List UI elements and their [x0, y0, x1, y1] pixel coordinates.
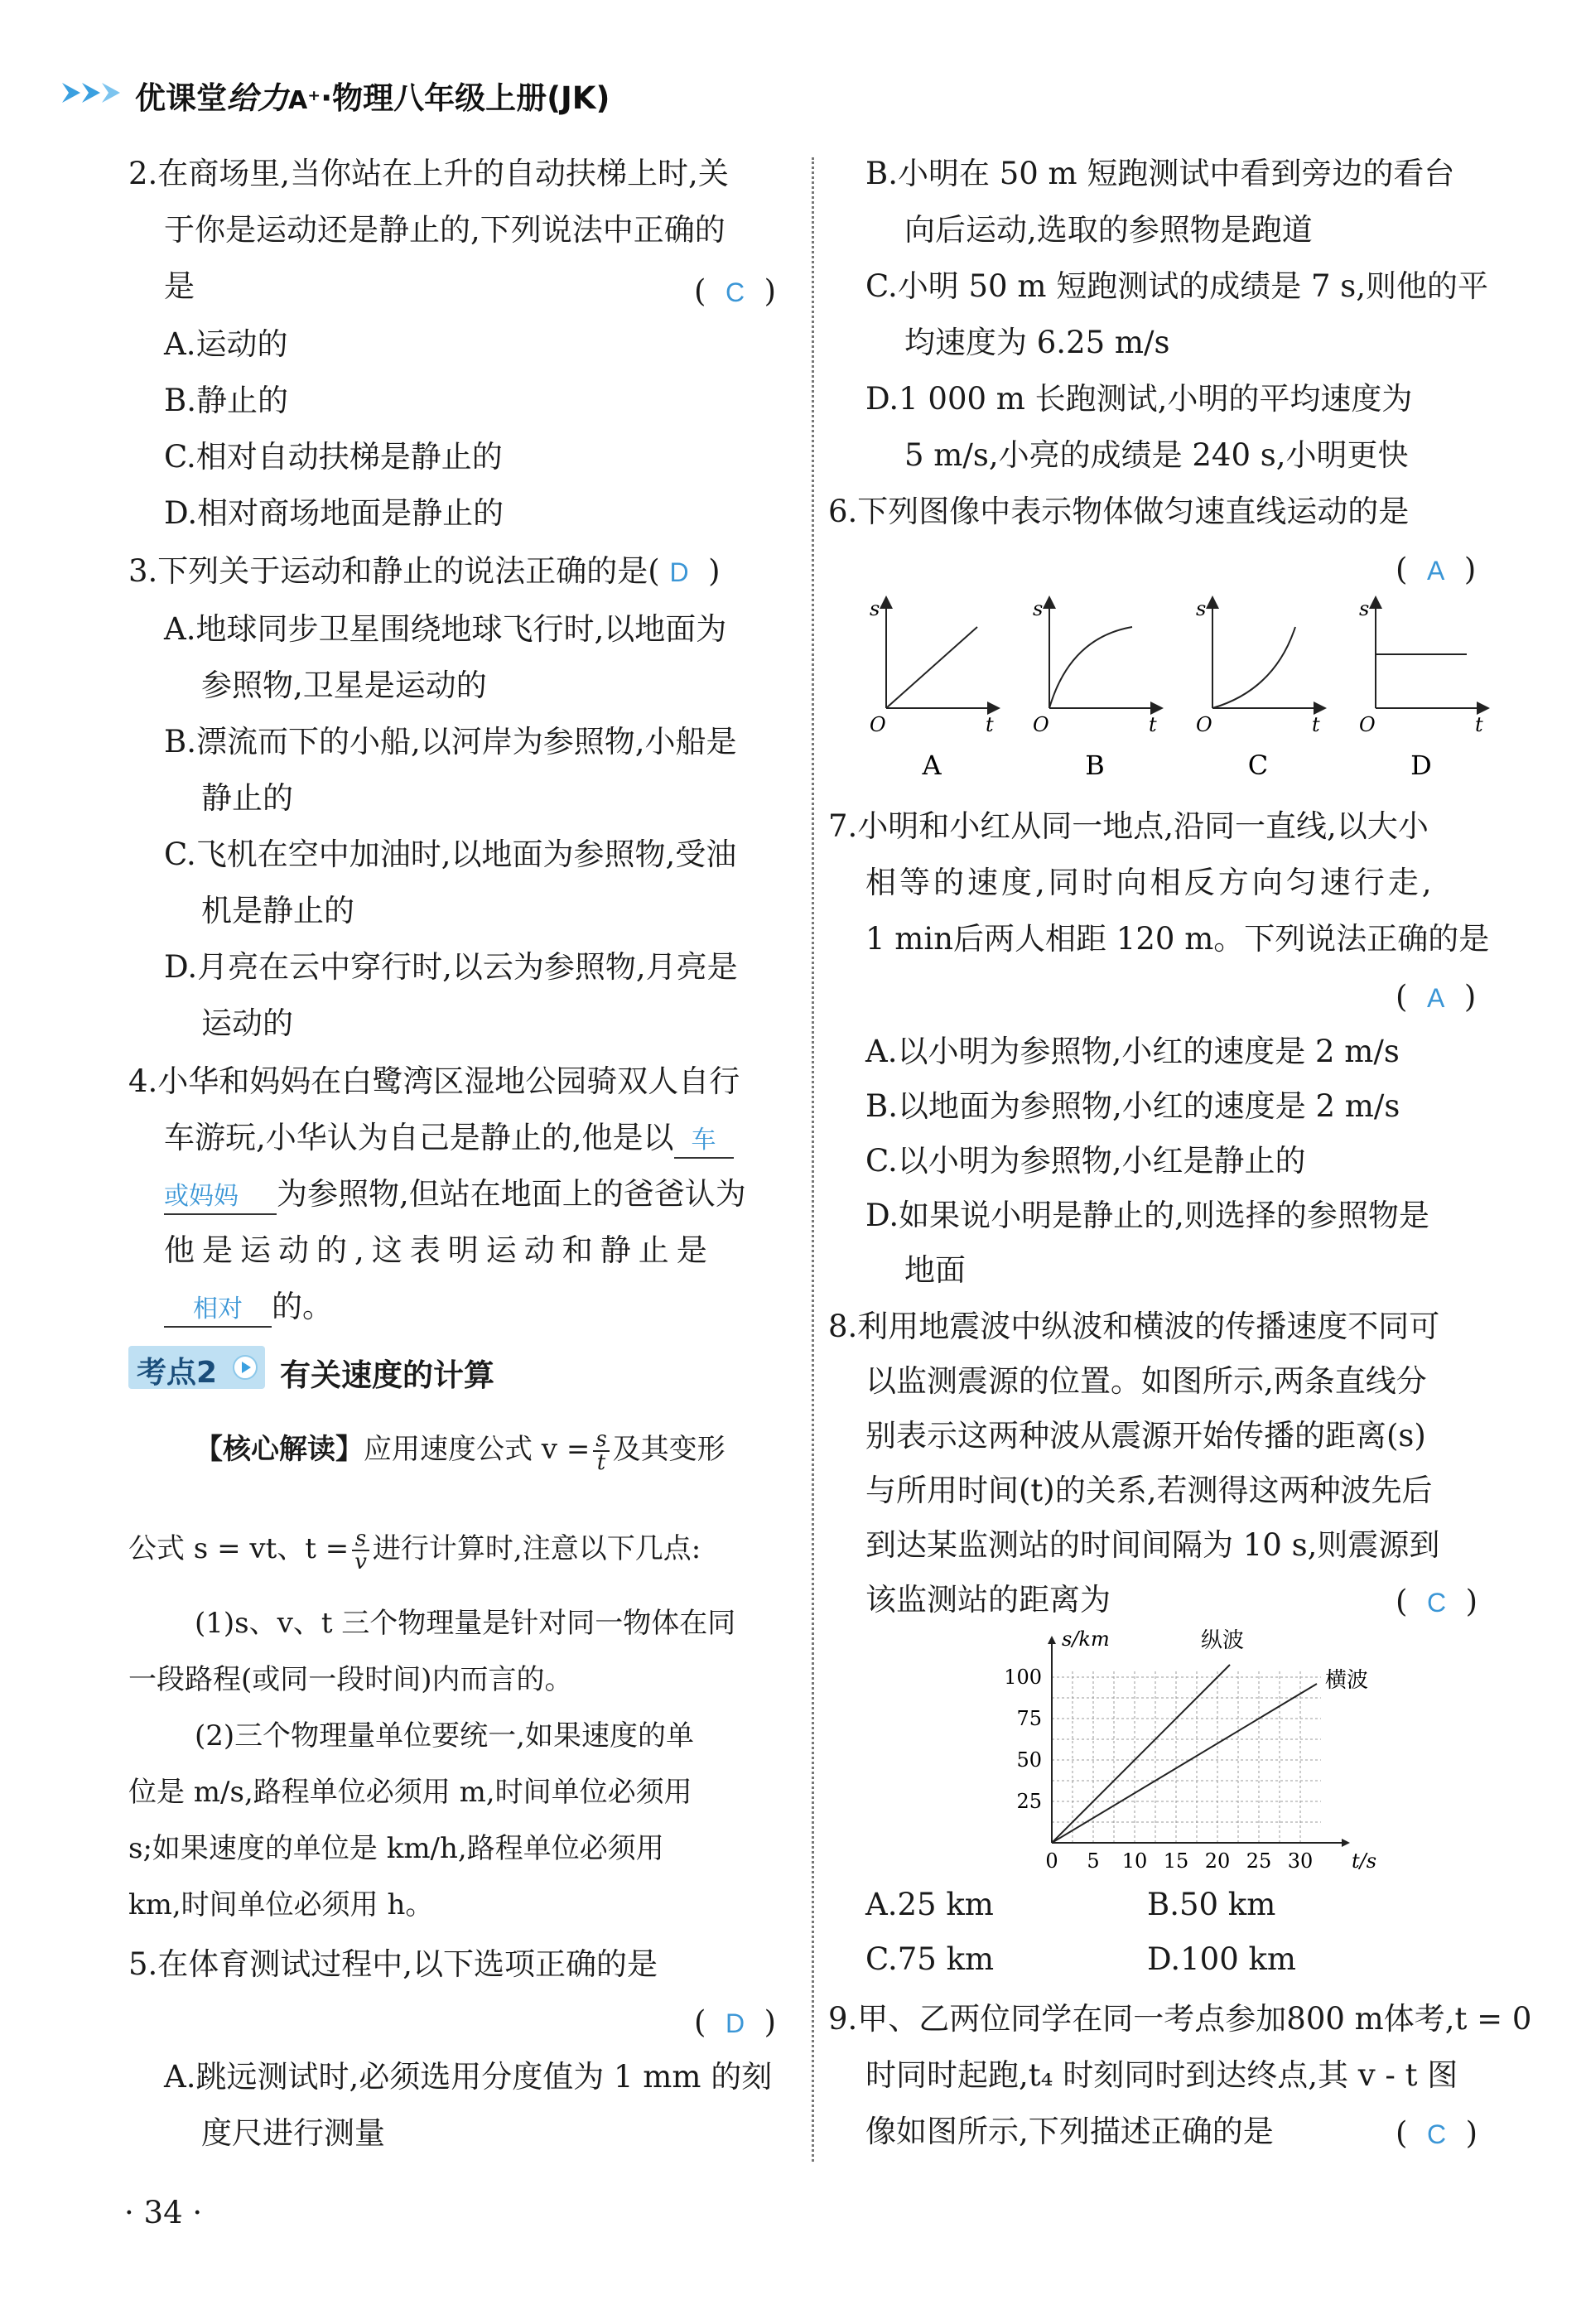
- q4-line-2-text: 车游玩,小华认为自己是静止的,他是以: [164, 1120, 674, 1155]
- q7-line-1: 7.小明和小红从同一地点,沿同一直线,以大小: [828, 808, 1429, 844]
- q9-answer: C: [1426, 2119, 1447, 2149]
- q5-option-b-1: B.小明在 50 m 短跑测试中看到旁边的看台: [865, 156, 1455, 191]
- series-line-transverse: [1052, 1684, 1317, 1843]
- q4-blank-2: 相对: [164, 1293, 272, 1328]
- q5-option-b-2: 向后运动,选取的参照物是跑道: [904, 212, 1313, 248]
- q3-option-c-1: C.飞机在空中加油时,以地面为参照物,受油: [164, 837, 737, 872]
- q7-option-a: A.以小明为参照物,小红的速度是 2 m/s: [865, 1034, 1400, 1069]
- point2-line-1: (2)三个物理量单位要统一,如果速度的单: [195, 1719, 694, 1753]
- x-tick-label: 30: [1287, 1849, 1314, 1873]
- q8-line-5: 到达某监测站的时间间隔为 10 s,则震源到: [865, 1527, 1440, 1563]
- graph-c-label: C: [1247, 750, 1269, 781]
- x-axis-arrow: [1342, 1839, 1350, 1847]
- q8-line-2: 以监测震源的位置。如图所示,两条直线分: [865, 1363, 1427, 1399]
- q6-stem: 6.下列图像中表示物体做匀速直线运动的是: [828, 494, 1410, 529]
- point2-line-3: s;如果速度的单位是 km/h,路程单位必须用: [128, 1832, 664, 1865]
- point2-line-2: 位是 m/s,路程单位必须用 m,时间单位必须用: [128, 1776, 692, 1809]
- q7-line-2: 相等的速度,同时向相反方向匀速行走,: [865, 865, 1435, 900]
- graph-d: [1359, 597, 1483, 781]
- q3-answer: D: [669, 557, 689, 587]
- q8-line-3: 别表示这两种波从震源开始传播的距离(s): [865, 1418, 1426, 1454]
- x-tick-label: 0: [1045, 1849, 1058, 1873]
- x-tick-label: 5: [1087, 1849, 1100, 1873]
- fraction-s-over-t: [593, 1429, 609, 1473]
- graph-c-y: s: [1196, 597, 1207, 620]
- q3-option-d-2: 运动的: [201, 1005, 293, 1041]
- q4-line-4: 他是运动的,这表明运动和静止是: [164, 1232, 715, 1268]
- x-tick-label: 20: [1204, 1849, 1231, 1873]
- q2-line-1: 2.在商场里,当你站在上升的自动扶梯上时,关: [128, 156, 729, 191]
- core-pre: 应用速度公式 v =: [364, 1433, 591, 1466]
- q9-line-3: 像如图所示,下列描述正确的是: [865, 2114, 1274, 2149]
- section-tag: [128, 1346, 265, 1389]
- y-axis-arrow: [1048, 1636, 1056, 1644]
- graph-d-label: D: [1410, 750, 1432, 781]
- graph-d-x: t: [1475, 713, 1483, 736]
- frac1-num: s: [593, 1429, 609, 1452]
- frac2-den: v: [354, 1550, 367, 1574]
- q7-option-c: C.以小明为参照物,小红是静止的: [865, 1143, 1306, 1179]
- graph-b-origin: O: [1033, 713, 1049, 736]
- q5-option-c-1: C.小明 50 m 短跑测试的成绩是 7 s,则他的平: [865, 268, 1489, 304]
- q5-stem: 5.在体育测试过程中,以下选项正确的是: [128, 1946, 658, 1982]
- brand-grade: A⁺: [288, 86, 321, 115]
- q6-answer: A: [1426, 556, 1445, 586]
- graph-a-line: [886, 627, 977, 708]
- graph-c-curve: [1212, 627, 1295, 708]
- q8-answer: C: [1426, 1588, 1447, 1618]
- wave-chart: [986, 1627, 1400, 1876]
- q9-line-1: 9.甲、乙两位同学在同一考点参加800 m体考,t = 0: [828, 2001, 1532, 2037]
- point2-line-4: km,时间单位必须用 h。: [128, 1888, 434, 1921]
- q6-graphs: [861, 592, 1516, 795]
- core-line-2: [128, 1528, 701, 1573]
- q4-blank-1b: 或妈妈: [164, 1180, 277, 1215]
- q7-line-3: 1 min后两人相距 120 m。下列说法正确的是: [865, 921, 1490, 957]
- graph-b-y: s: [1033, 597, 1044, 620]
- q8-answer-paren: ( C ): [1396, 1584, 1478, 1619]
- y-tick-label: 25: [1016, 1790, 1042, 1813]
- q9-line-2: 时同时起跑,t₄ 时刻同时到达终点,其 v - t 图: [865, 2057, 1458, 2093]
- y-tick-label: 100: [1004, 1666, 1042, 1689]
- graph-c-x: t: [1312, 713, 1320, 736]
- q2-line-3: 是: [164, 268, 195, 304]
- q4-blank-1a: 车: [674, 1124, 734, 1159]
- graph-b-curve: [1049, 627, 1132, 708]
- graph-a: [870, 597, 994, 781]
- book-subtitle: ·物理八年级上册(JK): [321, 80, 610, 116]
- graph-a-x: t: [986, 713, 994, 736]
- q8-option-d: D.100 km: [1147, 1941, 1296, 1977]
- y-tick-label: 50: [1016, 1748, 1042, 1772]
- q4-line-3-text: 为参照物,但站在地面上的爸爸认为: [277, 1176, 746, 1212]
- core-line-1: [195, 1429, 726, 1473]
- graph-a-label: A: [922, 750, 942, 781]
- q6-answer-paren: ( A ): [1396, 552, 1477, 587]
- q5-option-c-2: 均速度为 6.25 m/s: [904, 325, 1170, 360]
- q5-answer-paren: ( D ): [694, 2004, 777, 2040]
- section-tag-label: 考点2: [137, 1356, 218, 1390]
- section-title: 有关速度的计算: [280, 1357, 494, 1393]
- q3-option-b-2: 静止的: [201, 780, 293, 816]
- q3-option-d-1: D.月亮在云中穿行时,以云为参照物,月亮是: [164, 949, 738, 985]
- q7-answer: A: [1426, 983, 1445, 1013]
- graph-b-label: B: [1085, 750, 1105, 781]
- double-arrow-icon: [62, 80, 128, 106]
- q3-option-a-1: A.地球同步卫星围绕地球飞行时,以地面为: [164, 611, 727, 647]
- q2-option-b: B.静止的: [164, 383, 288, 418]
- x-tick-label: 25: [1246, 1849, 1272, 1873]
- x-tick-label: 15: [1163, 1849, 1189, 1873]
- column-divider: [812, 157, 814, 2162]
- q4-line-5: [164, 1290, 333, 1328]
- fraction-s-over-v: [352, 1528, 369, 1573]
- q7-answer-paren: ( A ): [1396, 979, 1477, 1015]
- q8-line-4: 与所用时间(t)的关系,若测得这两种波先后: [865, 1473, 1433, 1508]
- frac1-den: t: [596, 1450, 606, 1475]
- core-post: 及其变形: [612, 1433, 726, 1466]
- q8-option-a: A.25 km: [865, 1887, 994, 1922]
- x-tick-label: 10: [1121, 1849, 1148, 1873]
- point1-line-1: (1)s、v、t 三个物理量是针对同一物体在同: [195, 1607, 736, 1640]
- q2-option-c: C.相对自动扶梯是静止的: [164, 439, 503, 475]
- q8-line-1: 8.利用地震波中纵波和横波的传播速度不同可: [828, 1309, 1440, 1344]
- q3-option-a-2: 参照物,卫星是运动的: [201, 668, 487, 703]
- brand-name: 优课堂: [135, 80, 227, 116]
- q4-line-1: 4.小华和妈妈在白鹭湾区湿地公园骑双人自行: [128, 1063, 740, 1099]
- y-tick-label: 75: [1016, 1707, 1042, 1730]
- q8-option-c: C.75 km: [865, 1941, 995, 1977]
- frac2-num: s: [352, 1528, 369, 1551]
- series-line-longitudinal: [1052, 1665, 1230, 1843]
- graph-d-origin: O: [1359, 713, 1376, 736]
- graph-b-x: t: [1149, 713, 1157, 736]
- q8-option-b: B.50 km: [1147, 1887, 1276, 1922]
- q7-option-d-2: 地面: [904, 1252, 966, 1288]
- q7-option-d-1: D.如果说小明是静止的,则选择的参照物是: [865, 1198, 1429, 1233]
- q4-line-3: [164, 1178, 746, 1215]
- q2-answer: C: [725, 277, 745, 307]
- q2-option-a: A.运动的: [164, 326, 288, 362]
- q3-stem: 3.下列关于运动和静止的说法正确的是( D ): [128, 553, 721, 589]
- graph-d-y: s: [1359, 597, 1370, 620]
- header: [62, 65, 807, 123]
- brand-script: 给力: [227, 80, 288, 116]
- q7-option-b: B.以地面为参照物,小红的速度是 2 m/s: [865, 1088, 1400, 1124]
- core-label: 【核心解读】: [195, 1433, 364, 1466]
- q9-answer-paren: ( C ): [1396, 2115, 1478, 2151]
- q4-line-5-text: 的。: [272, 1289, 333, 1324]
- graph-a-origin: O: [870, 713, 886, 736]
- q2-option-d: D.相对商场地面是静止的: [164, 495, 504, 531]
- y-axis-label: s/km: [1062, 1627, 1110, 1651]
- q5-option-d-1: D.1 000 m 长跑测试,小明的平均速度为: [865, 381, 1413, 417]
- formula-pre: 公式 s = vt、t =: [128, 1532, 349, 1565]
- q2-answer-paren: ( C ): [694, 273, 777, 309]
- point1-line-2: 一段路程(或同一段时间)内而言的。: [128, 1663, 573, 1696]
- play-icon: [232, 1354, 258, 1381]
- q5-option-a-1: A.跳远测试时,必须选用分度值为 1 mm 的刻: [164, 2059, 773, 2095]
- q3-option-b-1: B.漂流而下的小船,以河岸为参照物,小船是: [164, 724, 737, 759]
- graph-c-origin: O: [1196, 713, 1212, 736]
- graph-a-y: s: [870, 597, 880, 620]
- page-number: · 34 ·: [124, 2195, 203, 2230]
- q3-stem-text: 3.下列关于运动和静止的说法正确的是(: [128, 553, 660, 589]
- q4-line-2: [164, 1121, 734, 1159]
- series-label-transverse: 横波: [1325, 1668, 1369, 1693]
- series-label-longitudinal: 纵波: [1201, 1628, 1245, 1653]
- graph-c: [1196, 597, 1320, 781]
- q5-option-d-2: 5 m/s,小亮的成绩是 240 s,小明更快: [904, 437, 1409, 473]
- q3-option-c-2: 机是静止的: [201, 893, 354, 928]
- q5-answer: D: [725, 2008, 745, 2038]
- q2-line-2: 于你是运动还是静止的,下列说法中正确的: [164, 212, 726, 248]
- graph-b: [1033, 597, 1157, 781]
- q8-line-6: 该监测站的距离为: [865, 1582, 1111, 1618]
- formula-post: 进行计算时,注意以下几点:: [372, 1532, 701, 1565]
- x-axis-label: t/s: [1352, 1849, 1377, 1873]
- q5-option-a-2: 度尺进行测量: [201, 2115, 385, 2151]
